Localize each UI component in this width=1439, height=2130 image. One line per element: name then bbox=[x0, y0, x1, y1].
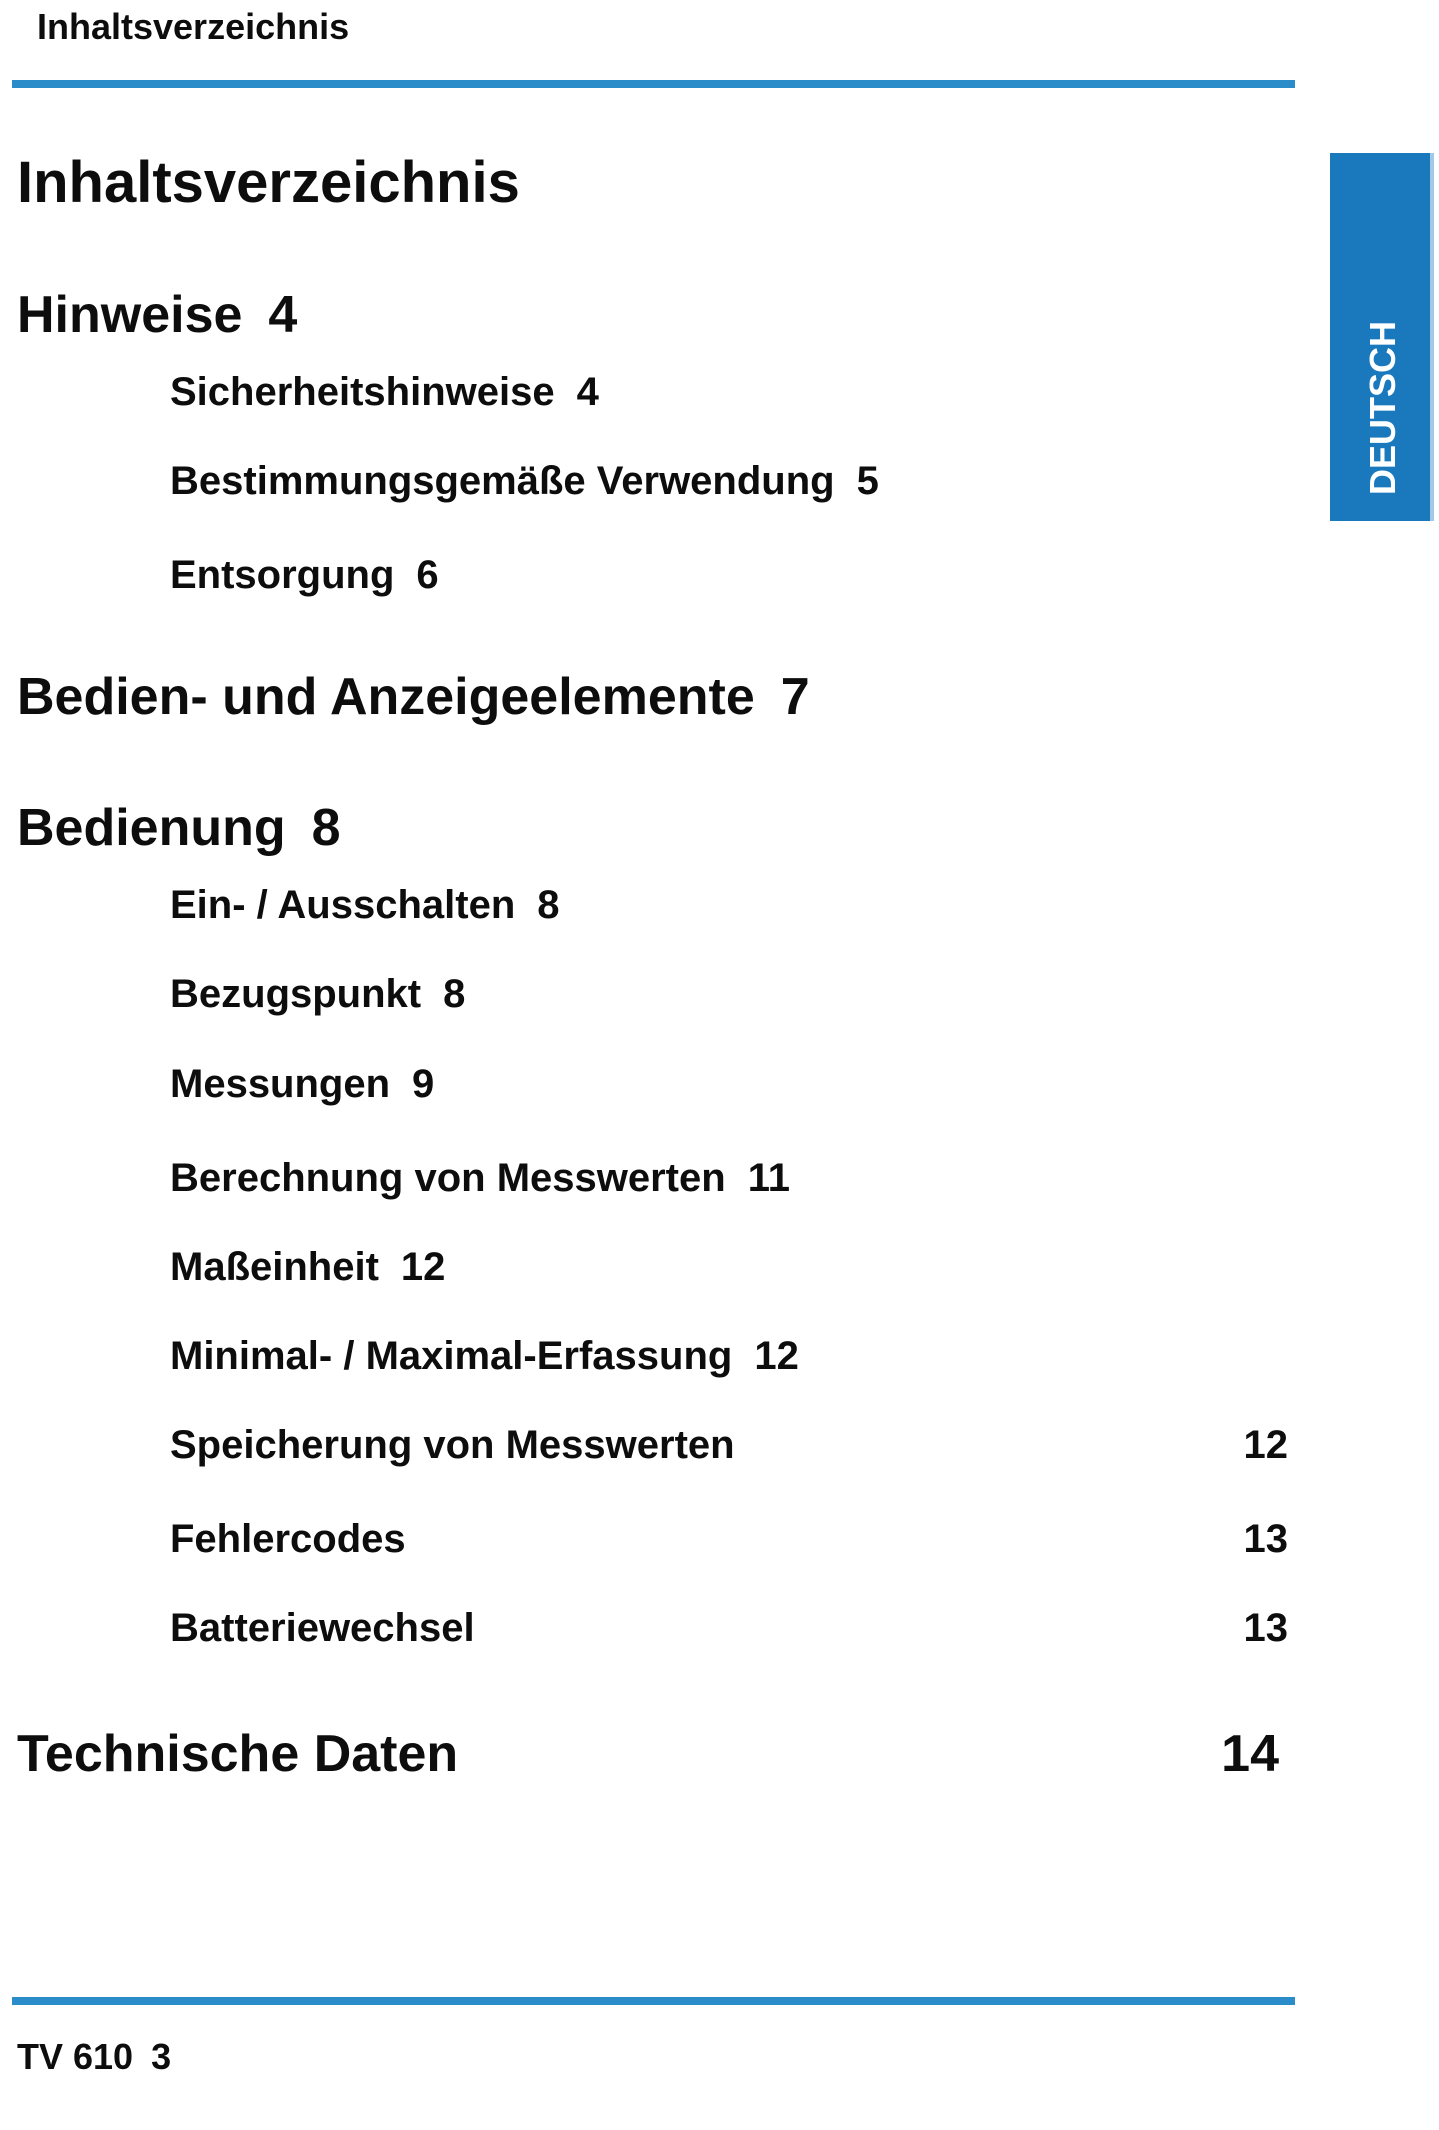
toc-page-number: 8 bbox=[311, 799, 341, 857]
toc-page-number: 12 bbox=[1243, 1423, 1288, 1467]
toc-entry-label: Bezugspunkt bbox=[170, 972, 422, 1016]
toc-entry-minimal-maximal-erfassung[interactable] bbox=[170, 1332, 799, 1380]
running-header: Inhaltsverzeichnis bbox=[37, 6, 350, 47]
toc-page-number: 4 bbox=[268, 286, 298, 344]
toc-page-number: 8 bbox=[443, 972, 466, 1016]
toc-page-number: 14 bbox=[1221, 1725, 1279, 1783]
toc-entry-label: Entsorgung bbox=[170, 553, 395, 597]
toc-page-number: 12 bbox=[754, 1334, 799, 1378]
footer-page-number: 3 bbox=[151, 2036, 172, 2077]
toc-entry-fehlercodes[interactable] bbox=[170, 1515, 1288, 1563]
toc-entry-label: Fehlercodes bbox=[170, 1517, 406, 1561]
toc-entry-label: Sicherheitshinweise bbox=[170, 370, 555, 414]
toc-page-number: 8 bbox=[537, 883, 560, 927]
toc-entry-label: Ein- / Ausschalten bbox=[170, 883, 516, 927]
toc-entry-masseinheit[interactable] bbox=[170, 1243, 445, 1291]
toc-entry-speicherung-von-messwerten[interactable] bbox=[170, 1421, 1288, 1469]
toc-page-number: 13 bbox=[1243, 1606, 1288, 1650]
toc-entry-label: Hinweise bbox=[17, 286, 243, 344]
toc-page-number: 12 bbox=[400, 1245, 446, 1289]
toc-entry-ein-ausschalten[interactable] bbox=[170, 881, 560, 929]
toc-page-number: 5 bbox=[856, 459, 879, 503]
toc-entry-label: Batteriewechsel bbox=[170, 1606, 475, 1650]
toc-page-number: 4 bbox=[576, 370, 599, 414]
toc-page-number: 13 bbox=[1243, 1517, 1288, 1561]
toc-entry-label: Messungen bbox=[170, 1062, 391, 1106]
toc-entry-label: Bestimmungsgemäße Verwendung bbox=[170, 459, 835, 503]
language-tab-label: DEUTSCH bbox=[1362, 320, 1403, 495]
toc-entry-berechnung-von-messwerten[interactable] bbox=[170, 1154, 790, 1202]
toc-entry-label: Minimal- / Maximal-Erfassung bbox=[170, 1334, 733, 1378]
toc-entry-entsorgung[interactable] bbox=[170, 551, 439, 599]
toc-entry-label: Bedienung bbox=[17, 799, 286, 857]
toc-entry-sicherheitshinweise[interactable] bbox=[170, 368, 599, 416]
toc-entry-label: Speicherung von Messwerten bbox=[170, 1423, 735, 1467]
toc-entry-label: Berechnung von Messwerten bbox=[170, 1156, 726, 1200]
toc-page-number: 6 bbox=[416, 553, 439, 597]
toc-entry-hinweise[interactable] bbox=[17, 285, 297, 345]
page-title: Inhaltsverzeichnis bbox=[17, 150, 520, 215]
toc-entry-bestimmungsgemaesse-verwendung[interactable] bbox=[170, 457, 879, 505]
toc-entry-label: Maßeinheit bbox=[170, 1245, 379, 1289]
toc-entry-bezugspunkt[interactable] bbox=[170, 970, 465, 1018]
toc-page-number: 9 bbox=[412, 1062, 435, 1106]
page-footer bbox=[17, 2035, 171, 2079]
toc-entry-technische-daten[interactable] bbox=[17, 1724, 1279, 1784]
toc-entry-messungen[interactable] bbox=[170, 1060, 434, 1108]
footer-model: TV 610 bbox=[17, 2036, 134, 2077]
toc-entry-bedienung[interactable] bbox=[17, 798, 341, 858]
footer-rule bbox=[12, 1997, 1295, 2005]
toc-entry-label: Bedien- und Anzeigeelemente bbox=[17, 668, 755, 726]
toc-entry-batteriewechsel[interactable] bbox=[170, 1604, 1288, 1652]
toc-page-number: 11 bbox=[747, 1156, 790, 1200]
toc-entry-bedien-und-anzeigeelemente[interactable] bbox=[17, 667, 810, 727]
toc-entry-label: Technische Daten bbox=[17, 1725, 459, 1783]
toc-page-number: 7 bbox=[780, 668, 810, 726]
header-rule bbox=[12, 80, 1295, 88]
